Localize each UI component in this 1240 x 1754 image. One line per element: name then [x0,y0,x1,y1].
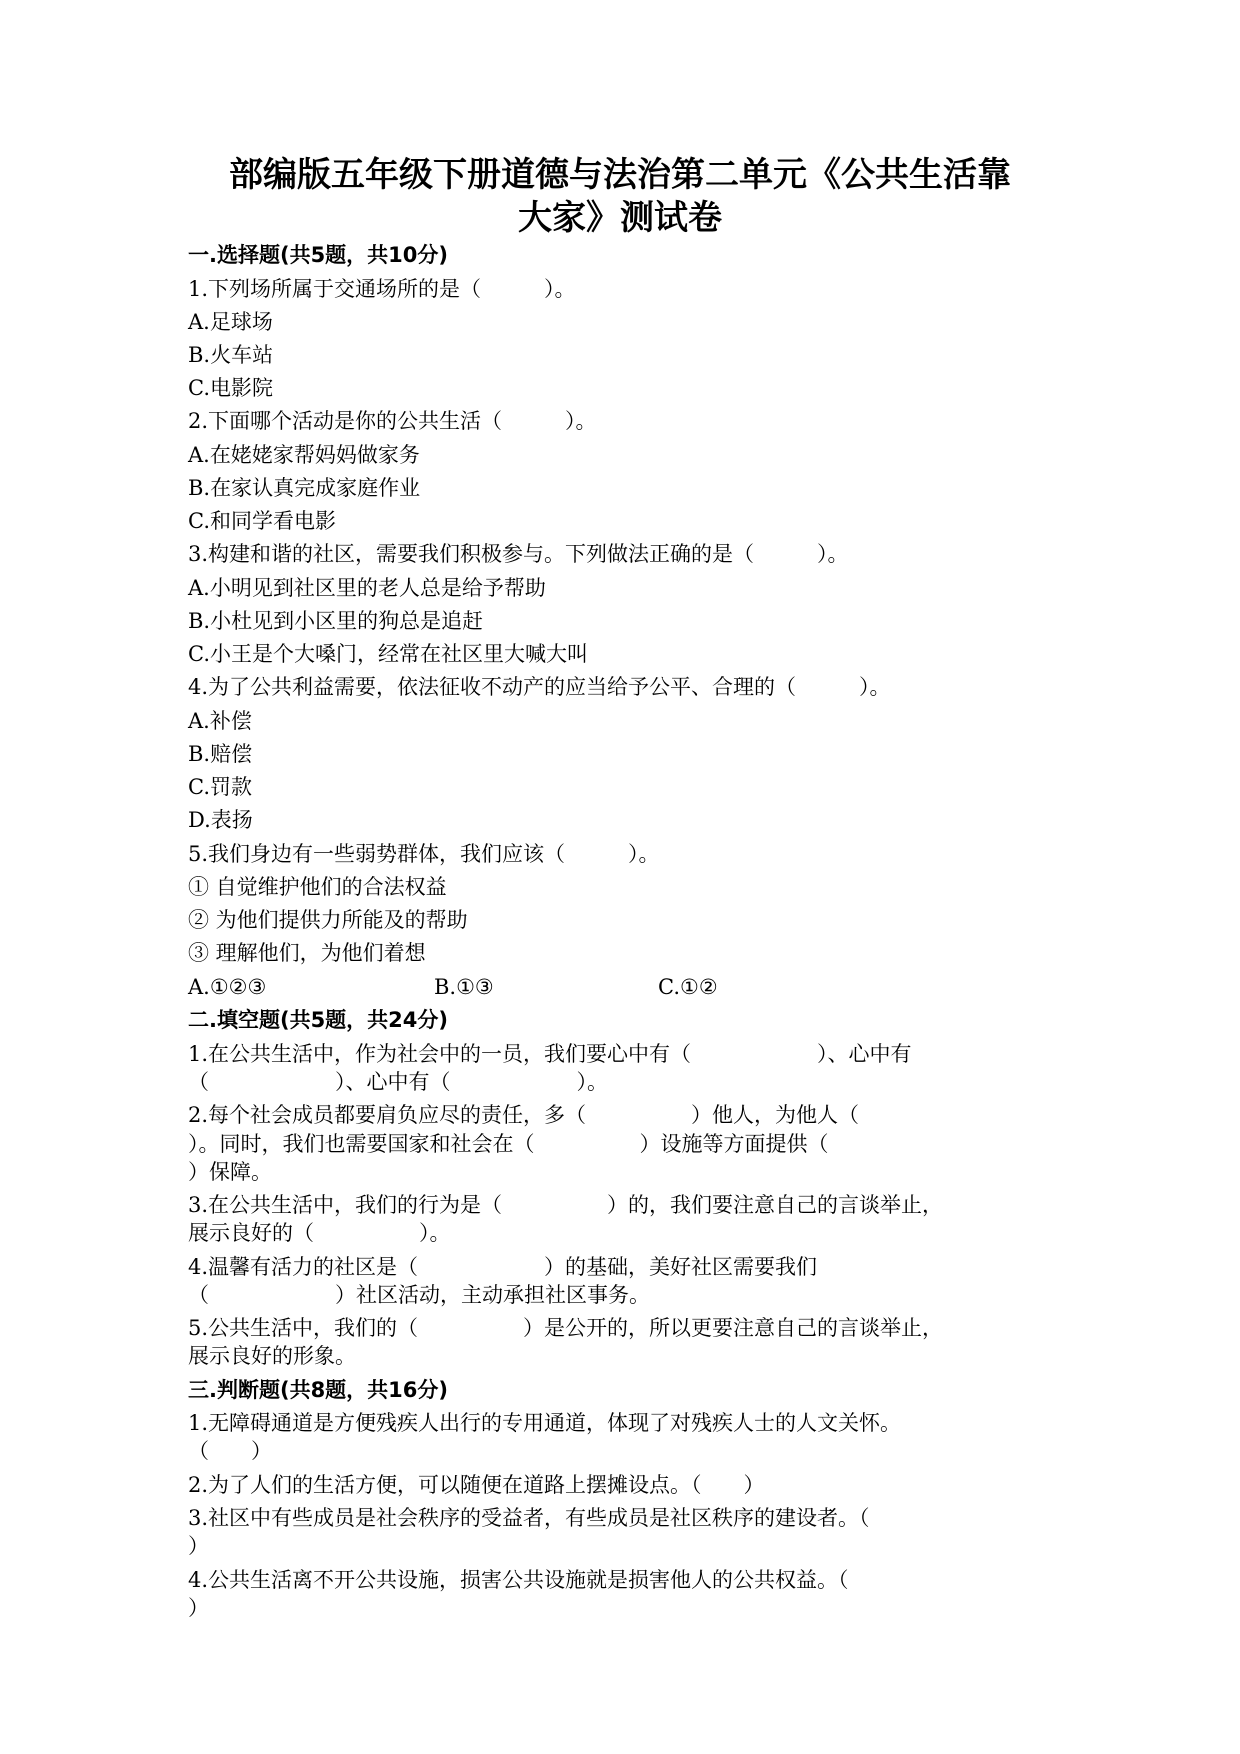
question-3-option-a: A.小明见到社区里的老人总是给予帮助 [188,576,546,600]
question-1-option-c: C.电影院 [188,376,273,400]
judgement-line: ） [188,1534,209,1558]
question-3-stem: 3.构建和谐的社区，需要我们积极参与。下列做法正确的是（ ）。 [188,542,849,566]
fill-line: 展示良好的（ ）。 [188,1221,451,1245]
section-heading-judgement: 三.判断题(共8题，共16分) [188,1378,449,1402]
question-2-option-c: C.和同学看电影 [188,509,336,533]
question-4-option-a: A.补偿 [188,709,252,733]
fill-line: ）保障。 [188,1160,272,1184]
question-1-option-a: A.足球场 [188,310,273,334]
fill-line: 5.公共生活中，我们的（ ）是公开的，所以更要注意自己的言谈举止， [188,1316,944,1340]
question-5-option-c: C.①② [658,975,718,999]
question-1-option-b: B.火车站 [188,343,274,367]
judgement-line: 4.公共生活离不开公共设施，损害公共设施就是损害他人的公共权益。（ [188,1568,849,1592]
question-4-option-d: D.表扬 [188,808,253,832]
question-5-option-a: A.①②③ [188,975,267,999]
judgement-line: （ ） [188,1439,272,1463]
judgement-line: 1.无障碍通道是方便残疾人出行的专用通道，体现了对残疾人士的人文关怀。 [188,1411,902,1435]
question-5-statement-2: ② 为他们提供力所能及的帮助 [188,908,468,932]
question-5-option-b: B.①③ [434,975,494,999]
question-5-statement-3: ③ 理解他们，为他们着想 [188,941,426,965]
fill-line: 1.在公共生活中，作为社会中的一员，我们要心中有（ ）、心中有 [188,1042,912,1066]
question-4-option-c: C.罚款 [188,775,252,799]
judgement-line: 2.为了人们的生活方便，可以随便在道路上摆摊设点。（ ） [188,1473,765,1497]
question-2-stem: 2.下面哪个活动是你的公共生活（ ）。 [188,409,597,433]
question-4-option-b: B.赔偿 [188,742,253,766]
exam-title-line-1: 部编版五年级下册道德与法治第二单元《公共生活靠 [229,155,1011,195]
exam-title-line-2: 大家》测试卷 [518,198,722,238]
question-4-stem: 4.为了公共利益需要，依法征收不动产的应当给予公平、合理的（ ）。 [188,675,891,699]
question-3-option-b: B.小杜见到小区里的狗总是追赶 [188,609,484,633]
question-2-option-b: B.在家认真完成家庭作业 [188,476,421,500]
fill-line: （ ）社区活动，主动承担社区事务。 [188,1283,650,1307]
question-5-statement-1: ① 自觉维护他们的合法权益 [188,875,447,899]
judgement-line: 3.社区中有些成员是社会秩序的受益者，有些成员是社区秩序的建设者。（ [188,1506,870,1530]
fill-line: （ ）、心中有（ ）。 [188,1070,608,1094]
fill-line: 展示良好的形象。 [188,1344,356,1368]
fill-line: 2.每个社会成员都要肩负应尽的责任，多（ ）他人，为他人（ [188,1103,860,1127]
fill-line: ）。同时，我们也需要国家和社会在（ ）设施等方面提供（ [188,1132,829,1156]
fill-line: 3.在公共生活中，我们的行为是（ ）的，我们要注意自己的言谈举止， [188,1193,944,1217]
fill-line: 4.温馨有活力的社区是（ ）的基础，美好社区需要我们 [188,1255,818,1279]
question-5-stem: 5.我们身边有一些弱势群体，我们应该（ ）。 [188,842,660,866]
question-3-option-c: C.小王是个大嗓门，经常在社区里大喊大叫 [188,642,588,666]
question-2-option-a: A.在姥姥家帮妈妈做家务 [188,443,420,467]
judgement-line: ） [188,1596,209,1620]
section-heading-choice: 一.选择题(共5题，共10分) [188,243,449,267]
section-heading-fill-blank: 二.填空题(共5题，共24分) [188,1008,449,1032]
question-1-stem: 1.下列场所属于交通场所的是（ ）。 [188,277,576,301]
